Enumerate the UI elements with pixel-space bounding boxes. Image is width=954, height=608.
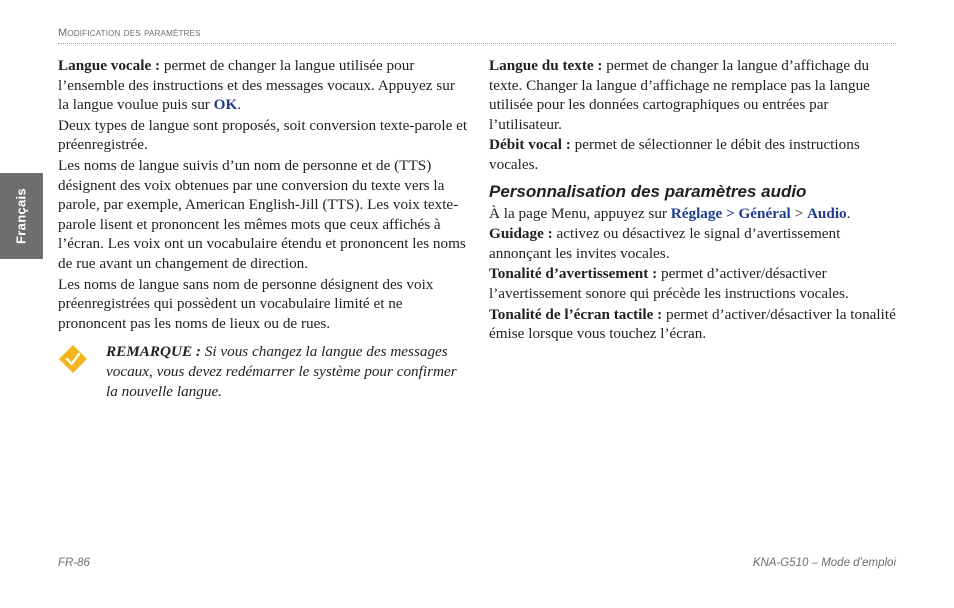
section-header [58,27,201,39]
ok-reference: OK [213,96,238,114]
menu-path-audio: Audio [806,204,847,222]
tonalite-ecran-text: permet d’activer/désactiver la tonalité émise lorsque vous touchez l’écran. [489,305,896,343]
langue-texte-text: permet de changer la langue d’affichage du texte. Changer la langue d’affichage ne remplace pas la langue utilisée pour les données cartographiques ou entrées par l’utilisateur. [489,57,870,133]
audio-settings-heading: Personnalisation des paramètres audio [489,181,807,201]
debit-vocal-term: Débit vocal : [489,136,571,154]
guidage-text: activez ou désactivez le signal d’avertissement annonçant les invites vocales. [489,225,841,262]
langue-vocale-text: permet de changer la langue utilisée pour l’ensemble des instructions et des messages vocaux. Appuyez sur la langue voulue puis sur [58,57,455,114]
langue-vocale-term: Langue vocale : [58,57,161,74]
langue-texte-paragraph [489,56,897,134]
tonalite-avertissement-text: permet d’activer/désactiver l’avertissement sonore qui précède les instructions vocales. [489,265,849,302]
guidage-term: Guidage : [489,225,553,243]
page-number: FR-86 [58,557,90,569]
menu-path-prefix: À la page Menu, appuyez sur [489,204,671,222]
tonalite-ecran-paragraph [489,305,897,344]
note-text: Si vous changez la langue des messages vocaux, vous devez redémarrer le système pour confirmer la nouvelle langue. [106,343,457,400]
manual-title: KNA-G510 – Mode d’emploi [752,557,896,569]
langue-texte-term: Langue du texte : [489,57,603,74]
language-side-tab [0,173,43,259]
note-label: REMARQUE : [106,343,201,361]
checkmark-diamond-icon [58,344,88,374]
tonalite-avertissement-term: Tonalité d’avertissement : [489,265,658,283]
right-column [489,56,897,345]
langue-vocale-end: . [237,96,242,114]
menu-path-reglage-general: Réglage > Général [670,204,791,222]
note-box [58,342,468,401]
tonalite-ecran-term: Tonalité de l’écran tactile : [489,305,663,323]
debit-vocal-paragraph [489,135,897,174]
prerecorded-paragraph: Les noms de langue sans nom de personne désignent des voix préenregistrées qui possèdent un vocabulaire limité et ne prononcent pas les noms de lieux ou de rues. [58,275,434,332]
menu-path-separator: > [790,204,807,222]
tonalite-avertissement-paragraph [489,264,897,303]
header-divider [58,43,896,44]
menu-path-end: . [846,204,851,222]
language-types-paragraph: Deux types de langue sont proposés, soit conversion texte-parole et préenregistrée. [58,116,468,154]
debit-vocal-text: permet de sélectionner le débit des instructions vocales. [489,136,860,173]
tts-paragraph: Les noms de langue suivis d’un nom de personne et de (TTS) désignent des voix obtenues par une conversion du texte vers la parole, par exemple, American English-Jill (TTS). Les voix texte-parole lisent et prononcent les mêmes mots que ceux affichés à l’écran. Les voix ont un vocabulaire étendu et prononcent les noms de rue avant un changement de direction. [58,156,466,272]
langue-vocale-paragraph [58,56,468,115]
left-column [58,56,468,401]
section-title: Modification des paramètres [58,27,201,39]
guidage-paragraph [489,224,897,263]
side-tab-label: Français [13,188,29,244]
menu-path-paragraph [489,204,897,224]
